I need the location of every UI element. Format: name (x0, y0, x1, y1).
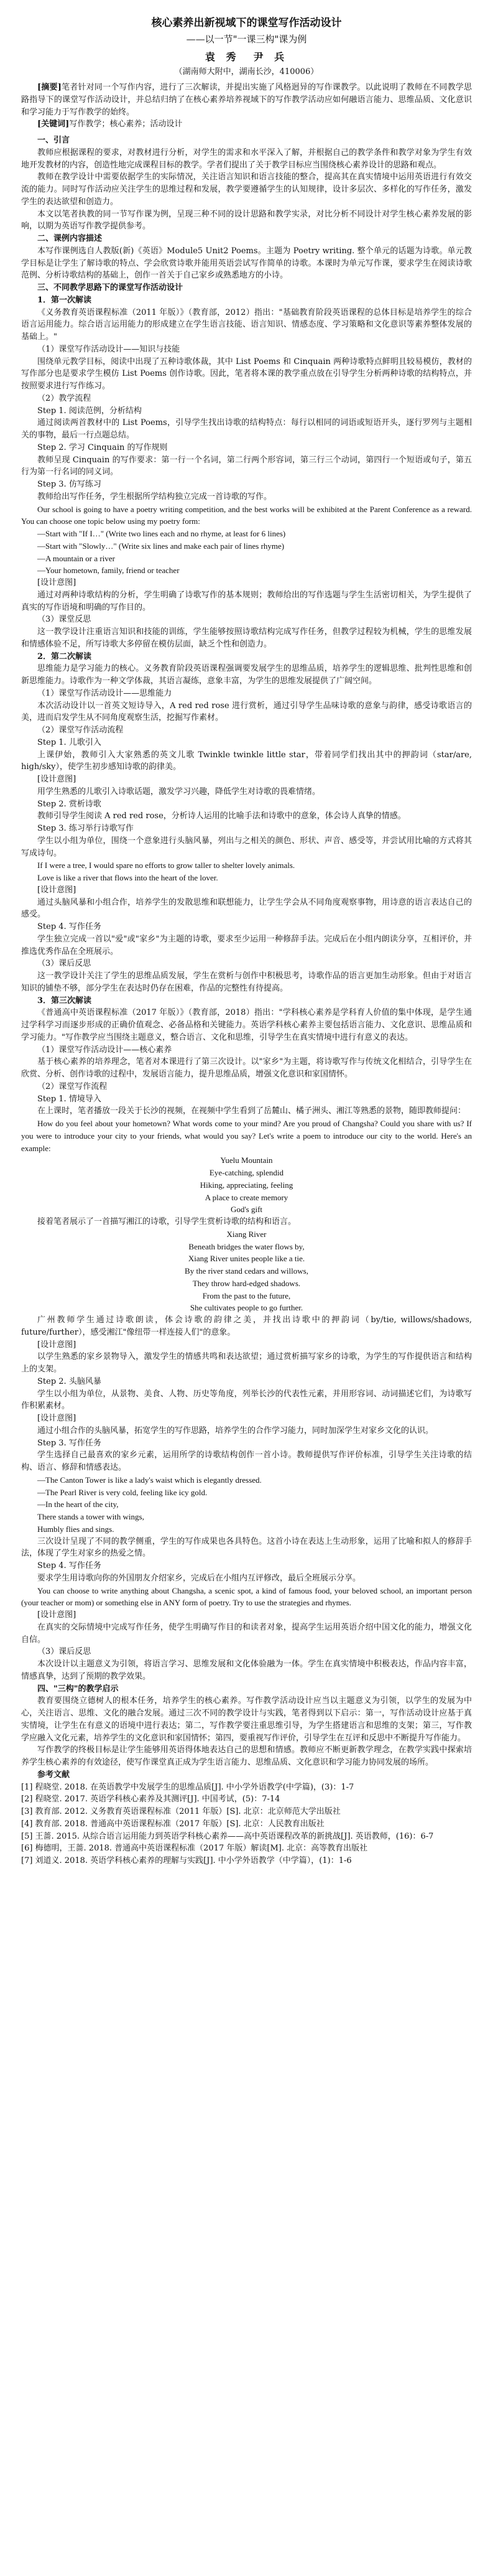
body-paragraph: （3）课堂反思 (37, 615, 91, 625)
body-paragraph: （2）课堂写作流程 (37, 1081, 108, 1091)
subsection-heading: 1．第一次解读 (37, 295, 92, 305)
body-paragraph: Step 1. 阅读范例，分析结构 (37, 406, 142, 416)
abstract-text: 笔者针对同一个写作内容，进行了三次解读，并提出实施了风格迥异的写作课教学。以此说明了教师在不同教学思路指导下的课堂写作活动设计，并总结归纳了在核心素养培养视域下的写作教学活动应如何融语言能力、思维品质、文化意识和学习能力于写作教学的始终。 (21, 83, 472, 117)
reference-entry: [5] 王蔷. 2015. 从综合语言运用能力到英语学科核心素养——高中英语课程改革的新挑战[J]. 英语教师，(16)：6-7 (21, 1831, 434, 1841)
poem-line: By the river stand cedars and willows, (185, 1266, 308, 1276)
section-heading: 三、不同教学思路下的课堂写作活动设计 (37, 283, 183, 293)
reference-entry: [7] 刘道义. 2018. 英语学科核心素养的理解与实践[J]. 中小学外语教学（中学篇），(1)：1-6 (21, 1856, 352, 1866)
subsection-heading: 3．第三次解读 (37, 996, 92, 1006)
author-names: 袁 秀 尹 兵 (205, 51, 288, 63)
keywords-label: [关键词] (37, 119, 70, 129)
body-paragraph: 写作教学的终极目标是让学生能够用英语得体地表达自己的思想和情感。教师应不断更新教学理念，在教学实践中探索培养学生核心素养的有效途径，使写作课堂真正成为学生语言能力、思维品质、文化意识和学习能力协同发展的场所。 (21, 1745, 472, 1768)
body-paragraph: 教育要围绕立德树人的根本任务，培养学生的核心素养。写作教学活动设计应当以主题意义为引领，以学生的发展为中心，关注语言、思维、文化的融合发展。通过三次不同的教学设计与实践，笔者得到以下启示：第一，写作活动设计应基于真实情境，让学生在有意义的语境中进行表达；第二，写作教学要注重思维引导，为学生搭建语言和思维的支架；第三，写作教学应融入文化元素，培养学生的文化意识和家国情怀；第四，要重视写作评价，引导学生在互评和反思中不断提升写作能力。 (21, 1696, 472, 1743)
abstract-label: [摘要] (37, 83, 62, 93)
section-heading: 四、"三构"的教学启示 (37, 1684, 119, 1694)
article-title: 核心素养出新视域下的课堂写作活动设计 (151, 17, 342, 29)
body-paragraph: 本次活动设计以一首英文短诗导入，A red red rose 进行赏析，通过引导学生品味诗歌的意象与韵律，感受诗歌语言的美，进而启发学生从不同角度观察生活，挖掘写作素材。 (21, 701, 472, 723)
body-paragraph: 教师应根据课程的要求，对教材进行分析，对学生的需求和水平深入了解，并根据自己的教学条件和教学对象为学生有效地开发教材的内容，创造性地完成课程目标的教学。学者们提出了关于教学目标应当围绕核心素养设计的思路和观点。 (21, 147, 472, 170)
english-text: —Your hometown, family, friend or teacher (37, 566, 180, 576)
body-paragraph: 通过头脑风暴和小组合作，培养学生的发散思维和联想能力，让学生学会从不同角度观察事物，用诗意的语言表达自己的感受。 (21, 897, 472, 920)
body-paragraph: Step 3. 写作任务 (37, 1438, 101, 1448)
body-paragraph: [设计意图] (37, 578, 76, 588)
body-paragraph: 广州教师学生通过诗歌朗读，体会诗歌的韵律之美，并找出诗歌中的押韵词（by/tie, willows/shadows, future/further），感受湘江"像纽带一样连接人们"的意象。 (21, 1315, 472, 1337)
body-paragraph: 通过小组合作的头脑风暴，拓宽学生的写作思路，培养学生的合作学习能力，同时加深学生对家乡文化的认识。 (37, 1426, 434, 1435)
english-text: How do you feel about your hometown? What words come to your mind? Are you proud of Changsha? Could you share with us? If you were to introduce your city to your friends, what would you say? Let's write a poem to introduce our city to the world. Here's an example: (21, 1119, 472, 1153)
body-paragraph: （3）课后反思 (37, 1647, 91, 1657)
body-paragraph: [设计意图] (37, 1610, 76, 1620)
body-paragraph: 围绕单元教学目标，阅读中出现了五种诗歌体裁，其中 List Poems 和 Cinquain 两种诗歌特点鲜明且较易模仿，教材的写作部分也是要求学生模仿 List Poems 创作诗歌。因此，笔者将本课的教学重点放在引导学生分析两种诗歌的结构特点，并按照要求进行写作练习。 (21, 357, 472, 391)
body-paragraph: 《义务教育英语课程标准（2011 年版）》（教育部，2012）指出："基础教育阶段英语课程的总体目标是培养学生的综合语言运用能力。综合语言运用能力的形成建立在学生语言技能、语言知识、情感态度、学习策略和文化意识等素养整体发展的基础上。" (21, 307, 472, 342)
poem-line: Xiang River unites people like a tie. (188, 1254, 305, 1264)
body-paragraph: （2）课堂写作活动流程 (37, 726, 124, 735)
poem-line: God's gift (230, 1205, 263, 1215)
article-subtitle: ——以一节"一课三构"课为例 (186, 33, 307, 45)
body-paragraph: 这一教学设计关注了学生的思维品质发展，学生在赏析与创作中积极思考，诗歌作品的语言更加生动形象。但由于对语言知识的铺垫不够，部分学生在表达时仍存在困难，作品的完整性有待提高。 (21, 971, 472, 993)
reference-entry: [6] 梅德明，王蔷. 2018. 普通高中英语课程标准（2017 年版）解读[M]. 北京：高等教育出版社 (21, 1844, 368, 1854)
english-text: Love is like a river that flows into the heart of the lover. (37, 873, 218, 883)
body-paragraph: 接着笔者展示了一首描写湘江的诗歌，引导学生赏析诗歌的结构和语言。 (37, 1217, 297, 1227)
body-paragraph: Step 3. 仿写练习 (37, 480, 101, 490)
body-paragraph: 在上课时，笔者播放一段关于长沙的视频，在视频中学生看到了岳麓山、橘子洲头、湘江等熟悉的景物，随即教师提问： (37, 1106, 466, 1116)
poem-line: Yuelu Mountain (220, 1155, 273, 1165)
poem-line: Eye-catching, splendid (209, 1168, 284, 1178)
body-paragraph: 要求学生用诗歌向你的外国朋友介绍家乡，完成后在小组内互评修改，最后全班展示分享。 (37, 1573, 361, 1583)
english-text: If I were a tree, I would spare no efforts to grow taller to shelter lovely animals. (37, 861, 295, 870)
body-paragraph: 学生选择自己最喜欢的家乡元素，运用所学的诗歌结构创作一首小诗。教师提供写作评价标准，引导学生关注诗歌的结构、语言、修辞和情感表达。 (21, 1450, 472, 1473)
body-paragraph: 《普通高中英语课程标准（2017 年版）》（教育部，2018）指出："学科核心素养是学科育人价值的集中体现，是学生通过学科学习而逐步形成的正确价值观念、必备品格和关键能力。英语学科核心素养主要包括语言能力、文化意识、思维品质和学习能力。"写作教学应当围绕主题意义，整合语言、文化和思维，引导学生在真实情境中进行有意义的表达。 (21, 1008, 472, 1042)
body-paragraph: Step 2. 头脑风暴 (37, 1376, 101, 1386)
body-paragraph: 本写作课例选自人教版(新)《英语》Module5 Unit2 Poems。主题为 Poetry writing. 整个单元的话题为诗歌。单元教学目标是让学生了解诗歌的特点、学会欣赏诗歌并能用英语尝试写作简单的诗歌。本课时为单元写作课，要求学生在阅读诗歌范例、分析诗歌结构的基础上，创作一首关于自己家乡或熟悉地方的小诗。 (21, 246, 472, 281)
body-paragraph: [设计意图] (37, 885, 76, 895)
body-paragraph: Step 2. 学习 Cinquain 的写作规则 (37, 442, 168, 452)
body-paragraph: Step 1. 儿歌引入 (37, 737, 101, 747)
english-text: Humbly flies and sings. (37, 1524, 114, 1534)
body-paragraph: [设计意图] (37, 1414, 76, 1424)
body-paragraph: （1）课堂写作活动设计——知识与技能 (37, 344, 180, 354)
section-heading: 一、引言 (37, 136, 70, 146)
section-heading: 参考文献 (37, 1770, 70, 1780)
body-paragraph: Step 4. 写作任务 (37, 922, 101, 932)
english-text: —Start with "If I…" (Write two lines each and no rhyme, at least for 6 lines) (37, 529, 286, 539)
poem-line: A place to create memory (205, 1192, 288, 1202)
body-paragraph: 以学生熟悉的家乡景物导入，激发学生的情感共鸣和表达欲望；通过赏析描写家乡的诗歌，为学生的写作提供语言和结构上的支架。 (21, 1352, 472, 1374)
body-paragraph: 学生以小组为单位，从景物、美食、人物、历史等角度，列举长沙的代表性元素，并用形容词、动词描述它们，为诗歌写作积累素材。 (21, 1389, 472, 1411)
english-text: —The Pearl River is very cold, feeling like icy gold. (37, 1487, 208, 1497)
subsection-heading: 2．第二次解读 (37, 651, 92, 661)
reference-entry: [1] 程晓堂. 2018. 在英语教学中发展学生的思维品质[J]. 中小学外语教学(中学篇)，(3)：1-7 (21, 1782, 354, 1792)
article-body (21, 134, 472, 1867)
body-paragraph: 教师引导学生阅读 A red red rose，分析诗人运用的比喻手法和诗歌中的意象，体会诗人真挚的情感。 (37, 811, 406, 821)
body-paragraph: Step 3. 练习举行诗歌写作 (37, 824, 134, 834)
reference-entry: [3] 教育部. 2012. 义务教育英语课程标准（2011 年版）[S]. 北京：北京师范大学出版社 (21, 1807, 341, 1817)
keywords (21, 118, 472, 131)
body-paragraph: 三次设计呈现了不同的教学侧重，学生的写作成果也各具特色。这首小诗在表达上生动形象，运用了比喻和拟人的修辞手法，体现了学生对家乡的热爱之情。 (21, 1536, 472, 1559)
body-paragraph: [设计意图] (37, 1340, 76, 1350)
body-paragraph: Step 2. 赏析诗歌 (37, 799, 101, 809)
body-paragraph: [设计意图] (37, 775, 76, 785)
reference-entry: [2] 程晓堂. 2017. 英语学科核心素养及其测评[J]. 中国考试，(5)：7-14 (21, 1794, 280, 1804)
body-paragraph: 本文以笔者执教的同一节写作课为例，呈现三种不同的设计思路和教学实录，对比分析不同设计对学生核心素养发展的影响，以期为英语写作教学提供参考。 (21, 209, 472, 231)
poem-line: From the past to the future, (202, 1290, 291, 1300)
english-text: —In the heart of the city, (37, 1500, 119, 1510)
body-paragraph: 本次设计以主题意义为引领，将语言学习、思维发展和文化体验融为一体。学生在真实情境中积极表达，作品内容丰富，情感真挚，达到了预期的教学效果。 (21, 1659, 472, 1681)
english-text: —A mountain or a river (37, 553, 115, 563)
body-paragraph: 上课伊始，教师引入大家熟悉的英文儿歌 Twinkle twinkle little star，带着同学们找出其中的押韵词（star/are, high/sky），使学生初步感知诗歌的韵律美。 (21, 750, 472, 772)
english-text: There stands a tower with wings, (37, 1512, 144, 1522)
body-paragraph: 思维能力是学习能力的核心。义务教育阶段英语课程强调要发展学生的思维品质，培养学生的逻辑思维、批判性思维和创新思维能力。诗歌作为一种文学体裁，其语言凝练，意象丰富，为学生的思维发展提供了广阔空间。 (21, 664, 472, 686)
body-paragraph: 基于核心素养的培养理念，笔者对本课进行了第三次设计。以"家乡"为主题，将诗歌写作与传统文化相结合，引导学生在欣赏、分析、创作诗歌的过程中，发展语言能力，提升思维品质，增强文化意识和家国情怀。 (21, 1057, 472, 1080)
body-paragraph: （1）课堂写作活动设计——核心素养 (37, 1045, 172, 1055)
reference-entry: [4] 教育部. 2018. 普通高中英语课程标准（2017 年版）[S]. 北京：人民教育出版社 (21, 1819, 325, 1829)
body-paragraph: Step 4. 写作任务 (37, 1561, 101, 1571)
author-affiliation: （湖南师大附中，湖南长沙，410006） (174, 67, 319, 77)
english-text: You can choose to write anything about Changsha, a scenic spot, a kind of famous food, your beloved school, an important person (your teacher or mom) or something else in ANY form of poetry. Try to use the strategies and rhymes. (21, 1585, 472, 1608)
body-paragraph: 在真实的交际情境中完成写作任务，使学生明确写作目的和读者对象，提高学生运用英语介绍中国文化的能力，增强文化自信。 (21, 1622, 472, 1645)
body-paragraph: 通过对两种诗歌结构的分析，学生明确了诗歌写作的基本规则；教师给出的写作选题与学生生活密切相关，为学生提供了真实的写作语境和明确的写作目的。 (21, 590, 472, 612)
english-text: —Start with "Slowly…" (Write six lines and make each pair of lines rhyme) (37, 541, 285, 551)
abstract (21, 82, 472, 118)
poem-line: Beneath bridges the water flows by, (188, 1241, 305, 1251)
body-paragraph: 用学生熟悉的儿歌引入诗歌话题，激发学习兴趣，降低学生对诗歌的畏难情绪。 (37, 786, 321, 796)
body-paragraph: （3）课后反思 (37, 959, 91, 969)
poem-line: Xiang River (226, 1229, 267, 1239)
body-paragraph: 教师给出写作任务，学生根据所学结构独立完成一首诗歌的写作。 (37, 492, 272, 502)
body-paragraph: 学生以小组为单位，围绕一个意象进行头脑风暴，列出与之相关的颜色、形状、声音、感受等，并尝试用比喻的方式将其写成诗句。 (21, 836, 472, 858)
english-text: —The Canton Tower is like a lady's waist which is elegantly dressed. (37, 1475, 262, 1485)
poem-line: She cultivates people to go further. (190, 1303, 303, 1313)
title-block (21, 16, 472, 77)
body-paragraph: 教师呈现 Cinquain 的写作要求：第一行一个名词，第二行两个形容词，第三行三个动词，第四行一个短语或句子，第五行为第一行名词的同义词。 (21, 455, 472, 477)
english-text: Our school is going to have a poetry writing competition, and the best works will be exhibited at the Parent Conference as a reward. You can choose one topic below using my poetry form: (21, 504, 472, 526)
body-paragraph: 通过阅读两首教材中的 List Poems，引导学生找出诗歌的结构特点：每行以相同的词语或短语开头，逐行罗列与主题相关的事物，最后一行点题总结。 (21, 418, 472, 441)
body-paragraph: （2）教学流程 (37, 393, 91, 403)
body-paragraph: 教师在教学设计中需要依据学生的实际情况，关注语言知识和语言技能的整合，提高其在真实情境中运用英语进行有效交流的能力。同时写作活动应关注学生的思维过程和发展，教学要遵循学生的认知规律，设计多层次、多样化的写作任务，激发学生的表达欲望和创造力。 (21, 172, 472, 207)
section-heading: 二、课例内容描述 (37, 234, 103, 244)
body-paragraph: （1）课堂写作活动设计——思维能力 (37, 688, 172, 698)
poem-line: They throw hard-edged shadows. (192, 1278, 301, 1288)
keywords-text: 写作教学；核心素养；活动设计 (69, 119, 183, 129)
poem-line: Hiking, appreciating, feeling (200, 1180, 293, 1190)
body-paragraph: 这一教学设计注重语言知识和技能的训练，学生能够按照诗歌结构完成写作任务，但教学过程较为机械，学生的思维发展和情感体验不足，所写诗歌大多停留在模仿层面，缺乏个性和创造力。 (21, 627, 472, 649)
body-paragraph: Step 1. 情境导入 (37, 1094, 101, 1104)
body-paragraph: 学生独立完成一首以"爱"或"家乡"为主题的诗歌，要求至少运用一种修辞手法。完成后在小组内朗读分享，互相评价，并推选优秀作品在全班展示。 (21, 934, 472, 956)
